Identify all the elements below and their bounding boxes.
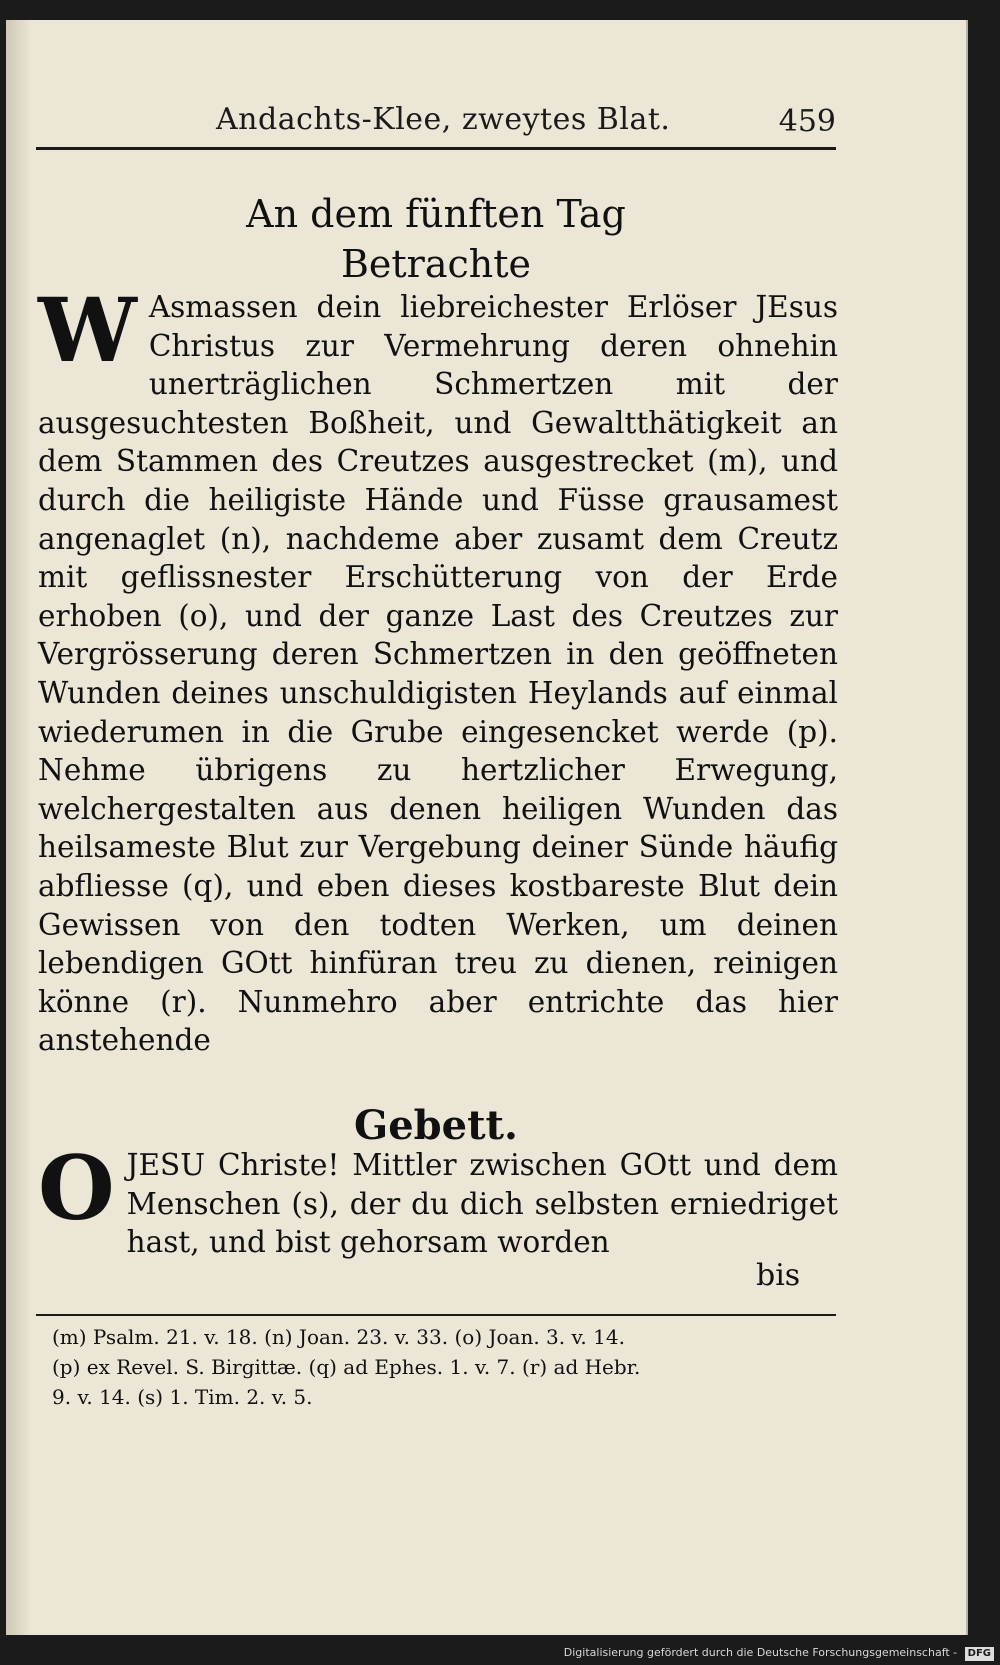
prayer-text: JESU Christe! Mittler zwischen GOtt und dem Menschen (s), der du dich selbsten erniedriget hast, und bist gehorsam worden (126, 1148, 838, 1260)
meditation-text: Asmassen dein liebreichester Erlöser JEsus Christus zur Vermehrung deren ohnehin unerträglichen Schmertzen mit der ausgesuchtesten Boßheit, und Gewaltthätigkeit an dem Stammen des Creutzes ausgestrecket (m), und durch die heiligiste Hände und Füsse grausamest angenaglet (n), nachdeme aber zusamt dem Creutz mit geflissnester Erschütterung von der Erde erhoben (o), und der ganze Last des Creutzes zur Vergrösserung deren Schmertzen in den geöffneten Wunden deines unschuldigisten Heylands auf einmal wiederumen in die Grube eingesencket werde (p). Nehme übrigens zu hertzlicher Erwegung, welchergestalten aus denen heiligen Wunden das heilsameste Blut zur Vergebung deiner Sünde häufig abfliesse (q), und eben dieses kostbareste Blut dein Gewissen von den todten Werken, um deinen lebendigen GOtt hinfüran treu zu dienen, reinigen könne (r). Nunmehro aber entrichte das hier anstehende (38, 290, 838, 1058)
page-number: 459 (778, 104, 836, 139)
meditation-paragraph (38, 278, 838, 1060)
digitization-credit (558, 1641, 1000, 1665)
footnote-line: (m) Psalm. 21. v. 18. (n) Joan. 23. v. 33. (o) Joan. 3. v. 14. (52, 1325, 625, 1349)
drop-cap-initial: O (38, 1136, 115, 1240)
footnote-rule (36, 1314, 836, 1316)
catchword: bis (756, 1258, 801, 1293)
section-heading-day: An dem fünften Tag (246, 192, 626, 236)
footnotes (52, 1322, 852, 1412)
page-gutter-shadow (6, 20, 32, 1635)
running-title: Andachts-Klee, zweytes Blat. (216, 102, 671, 137)
footnote-line: 9. v. 14. (s) 1. Tim. 2. v. 5. (52, 1385, 313, 1409)
section-heading-consider: Betrachte (340, 242, 532, 286)
credit-text: Digitalisierung gefördert durch die Deutsche Forschungsgemeinschaft - (563, 1646, 958, 1659)
header-rule (36, 147, 836, 150)
dfg-logo-icon: DFG (965, 1647, 994, 1661)
drop-cap-initial: W (38, 278, 137, 382)
prayer-paragraph (38, 1136, 838, 1262)
book-page (6, 20, 968, 1635)
footnote-line: (p) ex Revel. S. Birgittæ. (q) ad Ephes. 1. v. 7. (r) ad Hebr. (52, 1355, 641, 1379)
section-heading-prayer: Gebett. (354, 1102, 518, 1149)
running-header (36, 102, 836, 142)
